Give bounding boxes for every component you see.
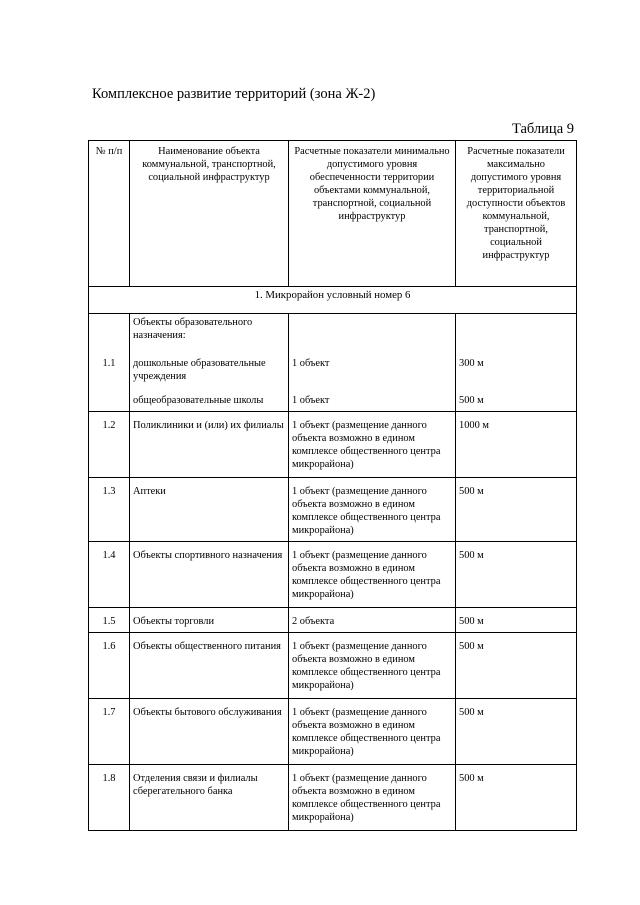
row-max-level: 500 м — [456, 633, 577, 699]
header-min-level: Расчетные показатели минимально допустимого уровня обеспеченности территории объектами коммунальной, транспортной, социальной инфраструктур — [289, 141, 456, 287]
sub-item-min: 1 объект — [292, 358, 330, 369]
row-max-level — [456, 314, 577, 412]
table-row — [89, 633, 577, 699]
sub-item-min: 1 объект — [292, 395, 330, 406]
row-min-level: 2 объекта — [289, 608, 456, 633]
row-number — [89, 314, 130, 412]
row-object-name — [130, 314, 289, 412]
header-number: № п/п — [89, 141, 130, 287]
table-row — [89, 608, 577, 633]
sub-item-name: дошкольные образовательные учреждения — [133, 358, 266, 382]
row-object-name: Объекты бытового обслуживания — [130, 699, 289, 765]
row-number: 1.4 — [89, 542, 130, 608]
table-row — [89, 478, 577, 542]
row-number-value: 1.1 — [102, 358, 116, 369]
section-row — [89, 287, 577, 314]
header-object-name: Наименование объекта коммунальной, транспортной, социальной инфраструктур — [130, 141, 289, 287]
table-caption: Таблица 9 — [511, 121, 574, 137]
table-row — [89, 314, 577, 412]
table-row — [89, 412, 577, 478]
row-number: 1.2 — [89, 412, 130, 478]
row-max-level: 500 м — [456, 478, 577, 542]
sub-item-name: общеобразовательные школы — [133, 395, 264, 406]
row-object-name: Поликлиники и (или) их филиалы — [130, 412, 289, 478]
row-min-level: 1 объект (размещение данного объекта возможно в едином комплексе общественного центра микрорайона) — [289, 478, 456, 542]
row-min-level: 1 объект (размещение данного объекта возможно в едином комплексе общественного центра микрорайона) — [289, 542, 456, 608]
infrastructure-table — [88, 140, 577, 831]
row-number: 1.6 — [89, 633, 130, 699]
table-row — [89, 765, 577, 831]
row-min-level: 1 объект (размещение данного объекта возможно в едином комплексе общественного центра микрорайона) — [289, 765, 456, 831]
table-row — [89, 699, 577, 765]
row-number: 1.7 — [89, 699, 130, 765]
header-max-accessibility: Расчетные показатели максимально допустимого уровня территориальной доступности объектов коммунальной, транспортной, социальной инфраструктур — [456, 141, 577, 287]
row-max-level: 500 м — [456, 608, 577, 633]
section-title: 1. Микрорайон условный номер 6 — [89, 287, 577, 314]
row-object-name: Объекты торговли — [130, 608, 289, 633]
row-object-name: Объекты общественного питания — [130, 633, 289, 699]
sub-item-max: 300 м — [459, 358, 484, 369]
row-max-level: 500 м — [456, 542, 577, 608]
row-number: 1.3 — [89, 478, 130, 542]
sub-item-max: 500 м — [459, 395, 484, 406]
row-object-name: Аптеки — [130, 478, 289, 542]
table-row — [89, 542, 577, 608]
row-min-level: 1 объект (размещение данного объекта возможно в едином комплексе общественного центра микрорайона) — [289, 412, 456, 478]
row-object-name: Объекты спортивного назначения — [130, 542, 289, 608]
row-number: 1.5 — [89, 608, 130, 633]
row-max-level: 500 м — [456, 765, 577, 831]
row-min-level — [289, 314, 456, 412]
row-object-name: Отделения связи и филиалы сберегательного банка — [130, 765, 289, 831]
row-min-level: 1 объект (размещение данного объекта возможно в едином комплексе общественного центра микрорайона) — [289, 633, 456, 699]
row-number: 1.8 — [89, 765, 130, 831]
table-header-row — [89, 141, 577, 287]
row-max-level: 500 м — [456, 699, 577, 765]
row-min-level: 1 объект (размещение данного объекта возможно в едином комплексе общественного центра микрорайона) — [289, 699, 456, 765]
group-heading: Объекты образовательного назначения: — [133, 317, 253, 341]
row-max-level: 1000 м — [456, 412, 577, 478]
page-title: Комплексное развитие территорий (зона Ж-2) — [92, 86, 376, 102]
